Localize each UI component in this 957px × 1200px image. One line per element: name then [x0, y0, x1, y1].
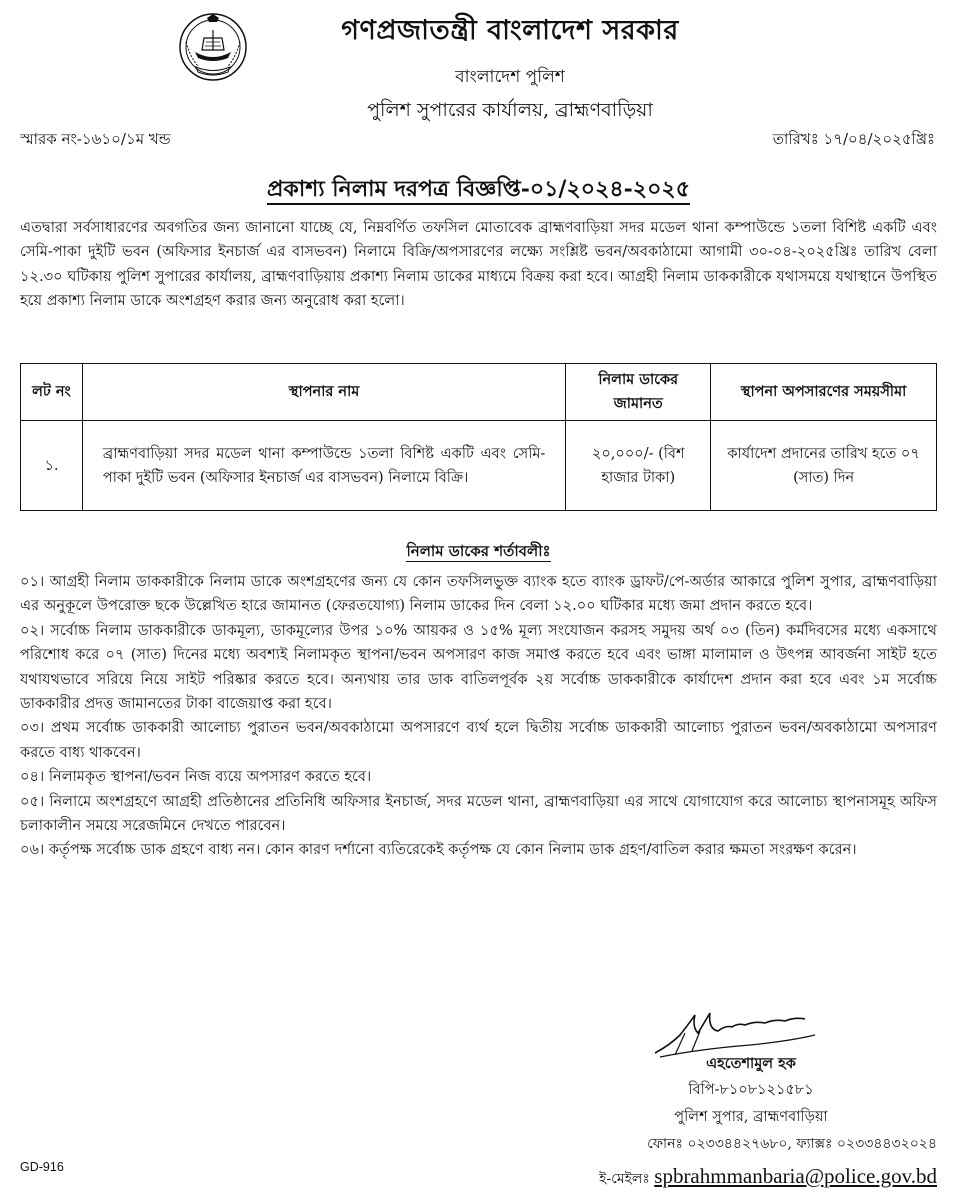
- auction-lot-table: [20, 363, 937, 511]
- intro-paragraph: এতদ্বারা সর্বসাধারণের অবগতির জন্য জানানো যাচ্ছে যে, নিম্নবর্ণিত তফসিল মোতাবেক ব্রাহ্মণবাড়িয়া সদর মডেল থানা কম্পাউন্ডে ১তলা বিশিষ্ট একটি এবং সেমি-পাকা দুইটি ভবন (অফিসার ইনচার্জ এর বাসভবন) নিলামে বিক্রি/অপসারণের লক্ষ্যে সংশ্লিষ্ট ভবন/অবকাঠামো আগামী ৩০-০৪-২০২৫খ্রিঃ তারিখ বেলা ১২.৩০ ঘটিকায় পুলিশ সুপারের কার্যালয়, ব্রাহ্মণবাড়িয়ায় প্রকাশ্য নিলাম ডাকের মাধ্যমে বিক্রয় করা হবে। আগ্রহী নিলাম ডাককারীকে যথাসময়ে যথাস্থানে উপস্থিত হয়ে প্রকাশ্য নিলাম ডাকে অংশগ্রহণ করার জন্য অনুরোধ করা হলো।: [20, 219, 937, 310]
- office-name: পুলিশ সুপারের কার্যালয়, ব্রাহ্মণবাড়িয়া: [367, 99, 653, 121]
- terms-list: [20, 570, 937, 863]
- police-emblem-logo: [178, 12, 248, 82]
- header-removal-deadline: স্থাপনা অপসারণের সময়সীমা: [711, 364, 937, 421]
- signature-block: [560, 1050, 942, 1131]
- signatory-designation: পুলিশ সুপার, ব্রাহ্মণবাড়িয়া: [674, 1109, 828, 1125]
- notice-title: [0, 172, 957, 209]
- contact-phone-fax: ফোনঃ ০২৩৩৪৪২৭৬৮০, ফ্যাক্সঃ ০২৩৩৪৪৩২০২৪: [647, 1136, 937, 1152]
- term-item: ০৩। প্রথম সর্বোচ্চ ডাককারী আলোচ্য পুরাতন ভবন/অবকাঠামো অপসারণে ব্যর্থ হলে দ্বিতীয় সর্বোচ্চ ডাককারী আলোচ্য পুরাতন ভবন/অবকাঠামো অপসারণ করতে বাধ্য থাকবেন।: [20, 719, 937, 761]
- term-item: ০৪। নিলামকৃত স্থাপনা/ভবন নিজ ব্যয়ে অপসারণ করতে হবে।: [20, 768, 372, 786]
- cell-facility-name: ব্রাহ্মণবাড়িয়া সদর মডেল থানা কম্পাউন্ডে ১তলা বিশিষ্ট একটি এবং সেমি-পাকা দুইটি ভবন (অফিসার ইনচার্জ এর বাসভবন) নিলামে বিক্রি।: [82, 421, 565, 511]
- signatory-bp-number: বিপি-৮১০৮১২১৫৮১: [688, 1082, 814, 1098]
- terms-heading: [0, 540, 957, 565]
- table-header-row: [21, 364, 937, 421]
- term-item: ০১। আগ্রহী নিলাম ডাককারীকে নিলাম ডাকে অংশগ্রহণের জন্য যে কোন তফসিলভুক্ত ব্যাংক হতে ব্যাংক ড্রাফট/পে-অর্ডার আকারে পুলিশ সুপার, ব্রাহ্মণবাড়িয়া এর অনুকূলে উপরোক্ত ছকে উল্লেখিত হারে জামানত (ফেরতযোগ্য) নিলাম ডাকের দিন বেলা ১২.০০ ঘটিকার মধ্যে জমা প্রদান করতে হবে।: [20, 573, 937, 615]
- term-item: ০২। সর্বোচ্চ নিলাম ডাককারীকে ডাকমূল্য, ডাকমূল্যের উপর ১০% আয়কর ও ১৫% মূল্য সংযোজন করসহ সমুদয় অর্থ ০৩ (তিন) কর্মদিবসের মধ্যে একসাথে পরিশোধ করে ০৭ (সাত) দিনের মধ্যে অবশ্যই নিলামকৃত স্থাপনা/ভবন অপসারণ কাজ সমাপ্ত করতে হবে এবং ভাঙ্গা মালামাল ও উৎপন্ন আবর্জনা সাইট হতে যথাযথভাবে সরিয়ে নিয়ে সাইট পরিষ্কার করতে হবে। অন্যথায় তার ডাক বাতিলপূর্বক ২য় সর্বোচ্চ ডাককারীকে কার্যাদেশ প্রদান করা হবে এবং ১ম সর্বোচ্চ ডাককারীর প্রদত্ত জামানতের টাকা বাজেয়াপ্ত করা হবে।: [20, 621, 937, 713]
- notice-title-text: প্রকাশ্য নিলাম দরপত্র বিজ্ঞপ্তি-০১/২০২৪-২০২৫: [267, 176, 690, 205]
- cell-deposit: ২০,০০০/- (বিশ হাজার টাকা): [566, 421, 711, 511]
- cell-lot-no: ১.: [21, 421, 83, 511]
- cell-removal-deadline: কার্যাদেশ প্রদানের তারিখ হতে ০৭ (সাত) দিন: [711, 421, 937, 511]
- email-link[interactable]: spbrahmmanbaria@police.gov.bd: [654, 1164, 937, 1188]
- terms-heading-text: নিলাম ডাকের শর্তাবলীঃ: [406, 542, 551, 560]
- contact-email-row: [599, 1164, 937, 1191]
- organization-name: বাংলাদেশ পুলিশ: [455, 67, 565, 87]
- header-lot-no: লট নং: [21, 364, 83, 421]
- term-item: ০৫। নিলামে অংশগ্রহণে আগ্রহী প্রতিষ্ঠানের প্রতিনিধি অফিসার ইনচার্জ, সদর মডেল থানা, ব্রাহ্মণবাড়িয়া এর সাথে যোগাযোগ করে আলোচ্য স্থাপনাসমূহ অফিস চলাকালীন সময়ে সরেজমিনে দেখতে পারবেন।: [20, 792, 937, 835]
- header-facility-name: স্থাপনার নাম: [82, 364, 565, 421]
- email-label: ই-মেইলঃ: [599, 1171, 655, 1187]
- signatory-name: এহতেশামুল হক: [706, 1055, 796, 1072]
- government-title: গণপ্রজাতন্ত্রী বাংলাদেশ সরকার: [341, 15, 679, 46]
- footer-code: GD-916: [20, 1160, 64, 1174]
- memo-number: স্মারক নং-১৬১০/১ম খন্ড: [20, 130, 171, 148]
- term-item: ০৬। কর্তৃপক্ষ সর্বোচ্চ ডাক গ্রহণে বাধ্য নন। কোন কারণ দর্শানো ব্যতিরেকেই কর্তৃপক্ষ যে কোন নিলাম ডাক গ্রহণ/বাতিল করার ক্ষমতা সংরক্ষণ করেন।: [20, 841, 857, 859]
- table-row: [21, 421, 937, 511]
- header-deposit: নিলাম ডাকের জামানত: [566, 364, 711, 421]
- memo-date: তারিখঃ ১৭/০৪/২০২৫খ্রিঃ: [772, 130, 935, 148]
